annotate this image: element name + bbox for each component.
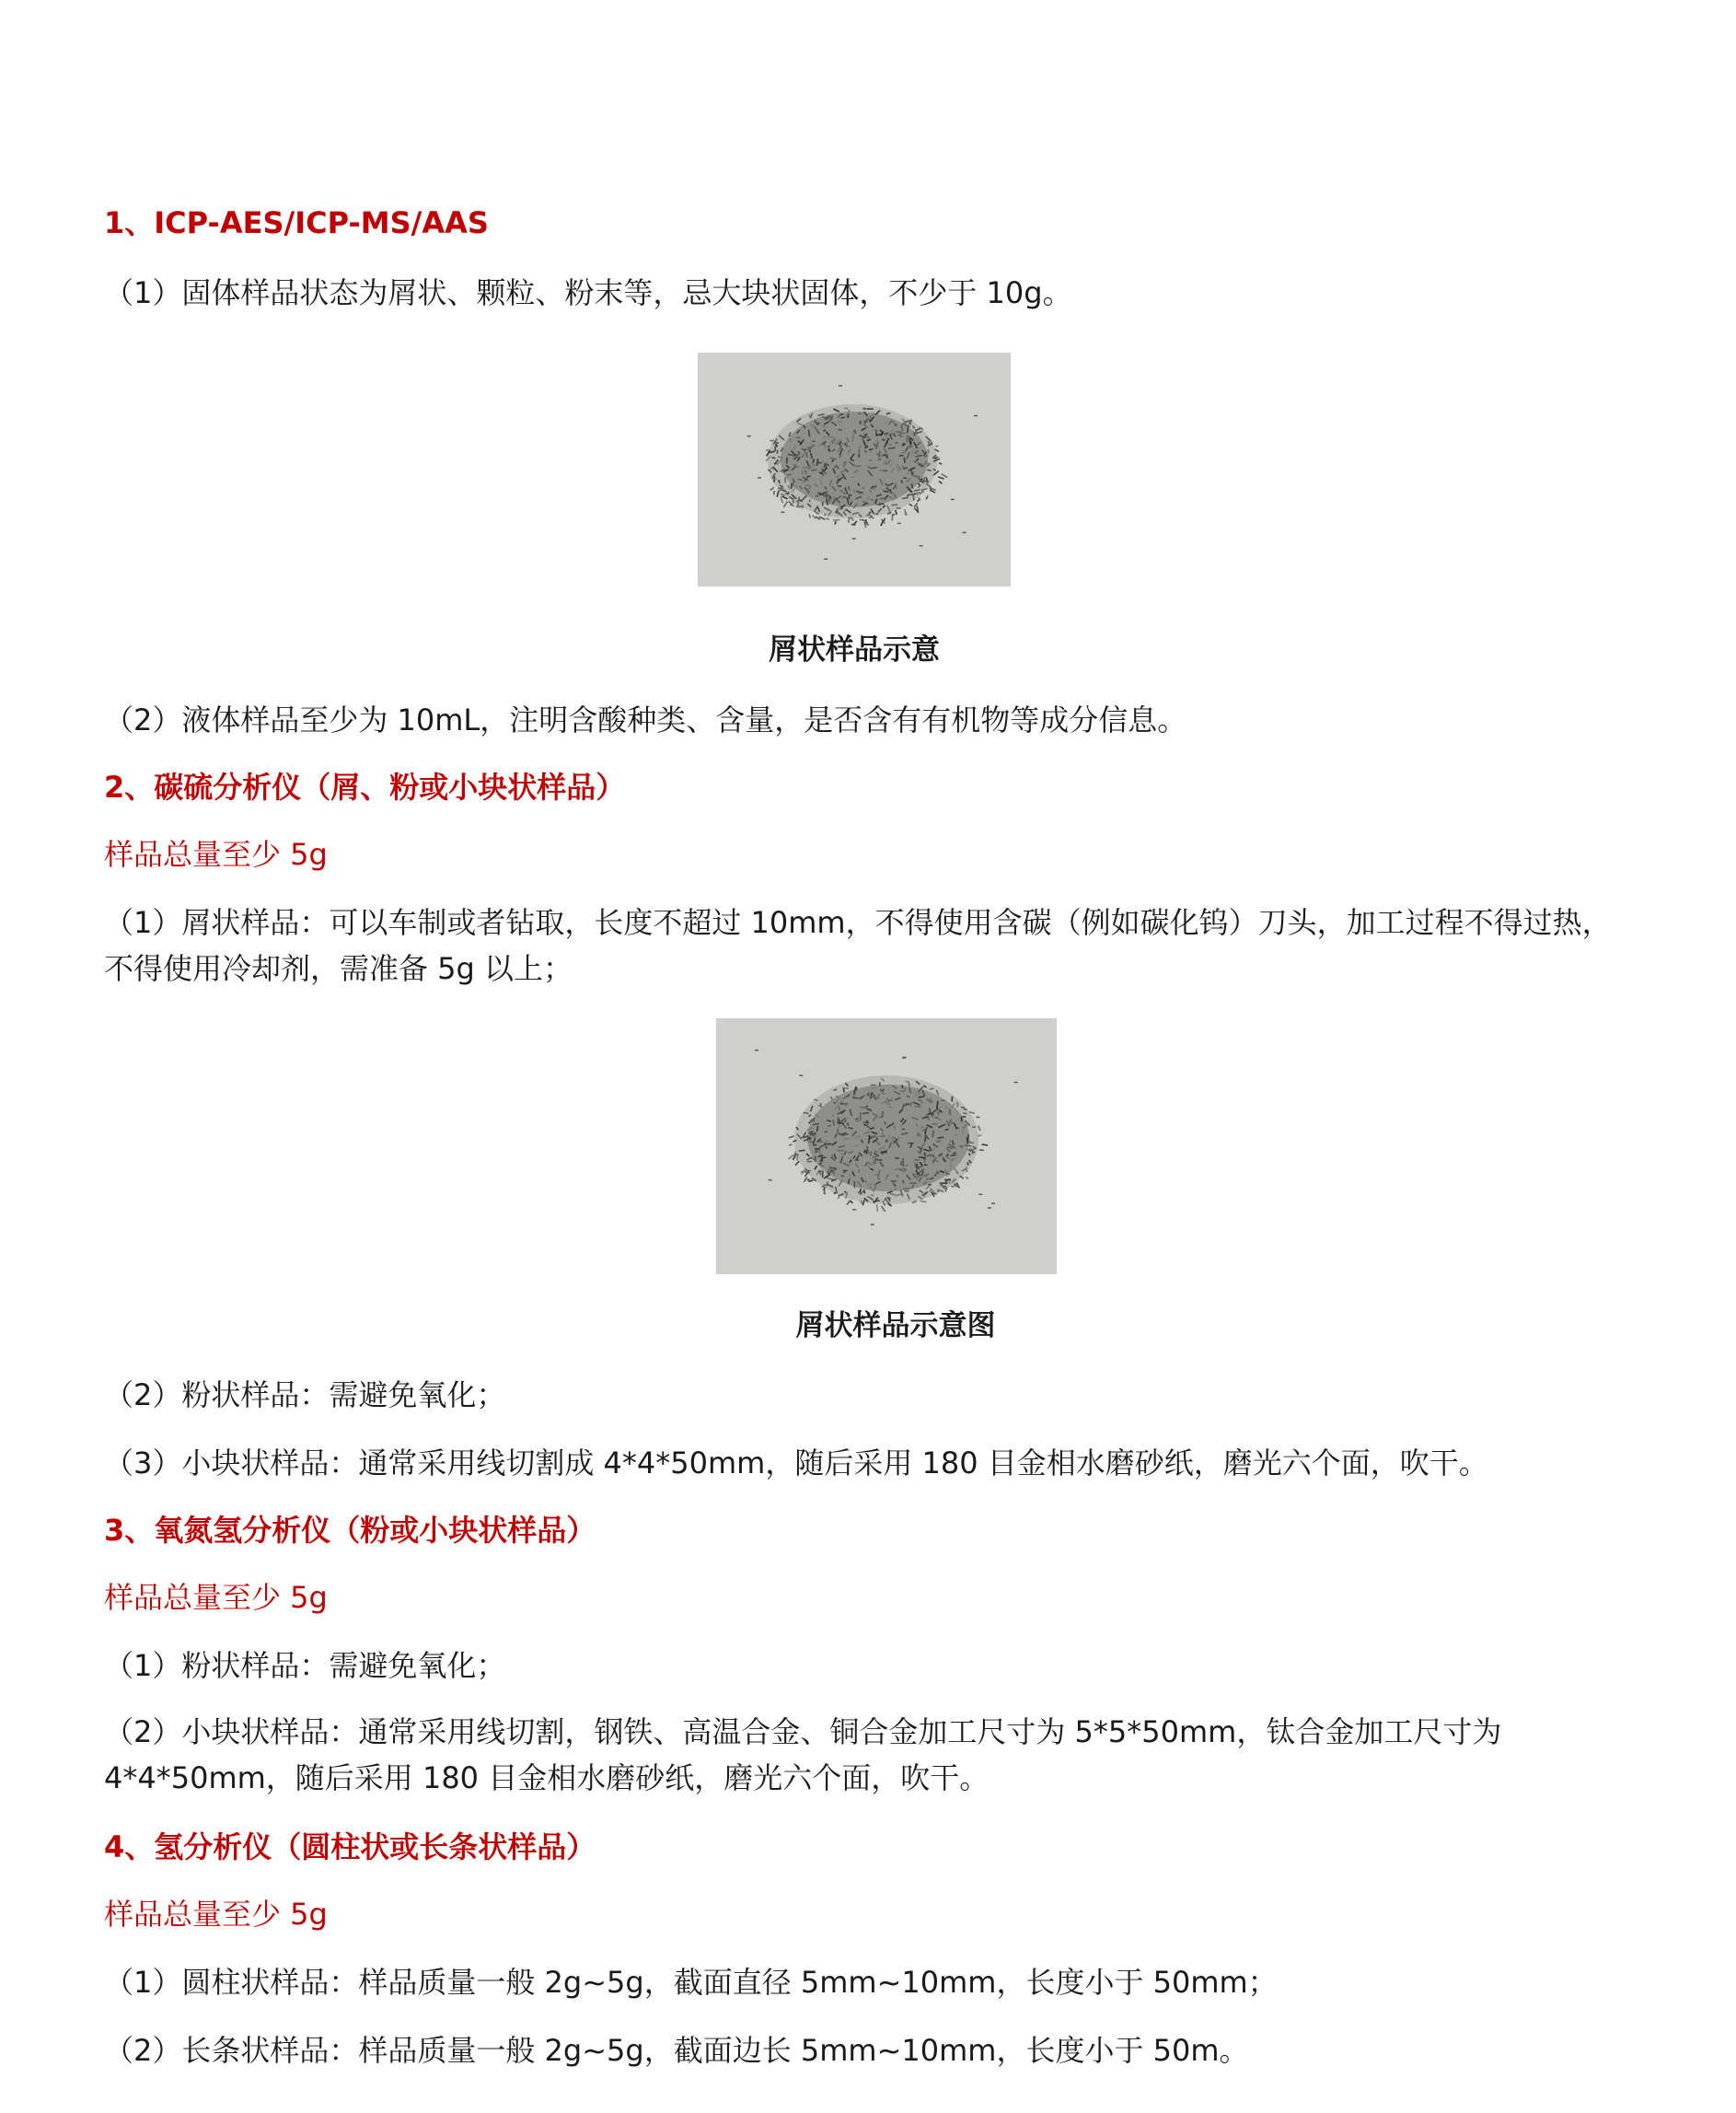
metal-chip (895, 1157, 898, 1159)
metal-chip (871, 1085, 876, 1086)
metal-chip (988, 1207, 991, 1209)
metal-chip (872, 487, 875, 489)
metal-chip (960, 1145, 964, 1147)
section-1-heading: 1、ICP-AES/ICP-MS/AAS (104, 205, 489, 240)
metal-chip (840, 1154, 844, 1155)
section-4-heading: 4、氢分析仪（圆柱状或长条状样品） (104, 1829, 596, 1864)
section-1-item-1: （1）固体样品状态为屑状、颗粒、粉末等，忌大块状固体，不少于 10g。 (104, 275, 1072, 310)
metal-chips-image (698, 353, 1011, 586)
metal-chip (961, 1107, 965, 1109)
metal-chip (956, 1127, 959, 1129)
chip-sample-photo-2 (716, 1018, 1057, 1274)
metal-chip (897, 523, 901, 525)
metal-chip (824, 1144, 831, 1145)
metal-chip (979, 1149, 984, 1151)
metal-chips-image (716, 1018, 1057, 1274)
metal-chip (942, 1100, 945, 1102)
metal-chip (818, 1171, 822, 1173)
metal-chip (875, 513, 878, 515)
metal-chip (879, 1082, 881, 1086)
metal-chip (784, 477, 786, 482)
metal-chip (824, 559, 827, 561)
metal-chip (935, 446, 938, 447)
metal-chip (900, 433, 906, 435)
metal-chip (843, 1170, 847, 1172)
metal-chip (823, 436, 827, 438)
metal-chip (839, 385, 842, 387)
section-2-heading: 2、碳硫分析仪（屑、粉或小块状样品） (104, 770, 626, 805)
metal-chip (1014, 1082, 1018, 1084)
metal-chip (838, 485, 841, 487)
section-4-note: 样品总量至少 5g (104, 1897, 328, 1932)
metal-chip (978, 1194, 982, 1196)
section-2-note: 样品总量至少 5g (104, 837, 328, 872)
metal-chip (818, 1141, 822, 1143)
metal-chip (865, 1151, 867, 1155)
metal-chip (963, 532, 966, 534)
metal-chip (755, 1050, 758, 1051)
figure-2-caption: 屑状样品示意图 (795, 1309, 996, 1342)
section-3-item-2: （2）小块状样品：通常采用线切割，钢铁、高温合金、铜合金加工尺寸为 5*5*50mm，钛合金加工尺寸为 4*4*50mm，随后采用 180 目金相水磨砂纸，磨光六个面，吹干。 (104, 1714, 1502, 1795)
metal-chip (850, 1174, 851, 1179)
metal-chip (913, 1159, 916, 1161)
metal-chip (846, 442, 848, 446)
metal-chip (860, 1112, 862, 1120)
metal-chip (837, 1150, 844, 1152)
metal-chip (951, 1186, 954, 1188)
metal-chip (786, 458, 788, 464)
section-3-note: 样品总量至少 5g (104, 1580, 328, 1615)
section-3-item-1: （1）粉状样品：需避免氧化； (104, 1648, 506, 1683)
metal-chip (991, 1202, 995, 1204)
metal-chip (902, 1158, 904, 1166)
metal-chip (831, 493, 834, 494)
metal-chip (976, 1117, 979, 1119)
metal-chip (909, 446, 912, 447)
metal-chip (914, 1162, 916, 1167)
metal-chip (815, 1156, 816, 1162)
metal-chip (799, 1074, 803, 1076)
section-2-item-1: （1）屑状样品：可以车制或者钻取，长度不超过 10mm，不得使用含碳（例如碳化钨）刀头，加工过程不得过热，不得使用冷却剂，需准备 5g 以上； (104, 905, 1612, 986)
metal-chip (951, 499, 955, 501)
metal-chip (915, 1091, 917, 1097)
metal-chip (781, 512, 784, 514)
metal-chip (747, 435, 751, 437)
metal-chip (778, 487, 781, 489)
figure-1-caption: 屑状样品示意 (769, 633, 940, 667)
metal-chip (807, 1141, 811, 1143)
metal-chip (837, 1129, 839, 1132)
metal-chip (848, 519, 850, 523)
metal-chip (842, 1133, 848, 1135)
metal-chip (878, 459, 882, 460)
section-4-item-2: （2）长条状样品：样品质量一般 2g~5g，截面边长 5mm~10mm，长度小于 50m。 (104, 2033, 1249, 2068)
metal-chip (807, 1170, 811, 1172)
chip-sample-photo-1 (698, 353, 1011, 586)
metal-chip (871, 1224, 874, 1225)
metal-chip (855, 1159, 859, 1161)
metal-chip (835, 443, 839, 445)
metal-chip (821, 1156, 827, 1158)
metal-chip (852, 1209, 856, 1211)
section-4-item-1: （1）圆柱状样品：样品质量一般 2g~5g，截面直径 5mm~10mm，长度小于 50mm； (104, 1965, 1278, 2000)
metal-chip (807, 1161, 813, 1163)
metal-chip (769, 1179, 772, 1181)
metal-chip (931, 1149, 935, 1151)
section-3-heading: 3、氧氮氢分析仪（粉或小块状样品） (104, 1513, 596, 1548)
metal-chip (773, 476, 775, 482)
metal-chip (852, 538, 856, 540)
metal-chip (972, 1126, 976, 1128)
metal-chip (902, 1057, 906, 1059)
metal-chip (902, 1129, 906, 1131)
metal-chip (920, 545, 923, 547)
metal-chip (951, 1122, 955, 1124)
metal-chip (812, 441, 816, 443)
metal-chip (793, 499, 794, 504)
metal-chip (918, 493, 921, 494)
metal-chip (859, 1168, 861, 1173)
metal-chip (770, 440, 774, 442)
metal-chip (858, 449, 860, 454)
metal-chip (974, 415, 978, 417)
metal-chip (859, 454, 861, 457)
metal-chip (802, 470, 804, 475)
metal-chip (866, 408, 873, 410)
metal-chip (909, 1182, 917, 1184)
metal-chip (802, 505, 804, 508)
section-2-item-3: （3）小块状样品：通常采用线切割成 4*4*50mm，随后采用 180 目金相水磨砂纸，磨光六个面，吹干。 (104, 1445, 1488, 1480)
section-2-item-2: （2）粉状样品：需避免氧化； (104, 1377, 506, 1412)
metal-chip (954, 1183, 956, 1185)
metal-chip (822, 502, 824, 506)
metal-chip (796, 437, 800, 439)
section-1-item-2: （2）液体样品至少为 10mL，注明含酸种类、含量，是否含有有机物等成分信息。 (104, 702, 1187, 737)
metal-chip (961, 1117, 963, 1122)
metal-chip (758, 477, 761, 479)
metal-chip (862, 487, 865, 489)
metal-chip (903, 477, 907, 479)
metal-chip (894, 424, 897, 426)
metal-chip (816, 495, 819, 497)
